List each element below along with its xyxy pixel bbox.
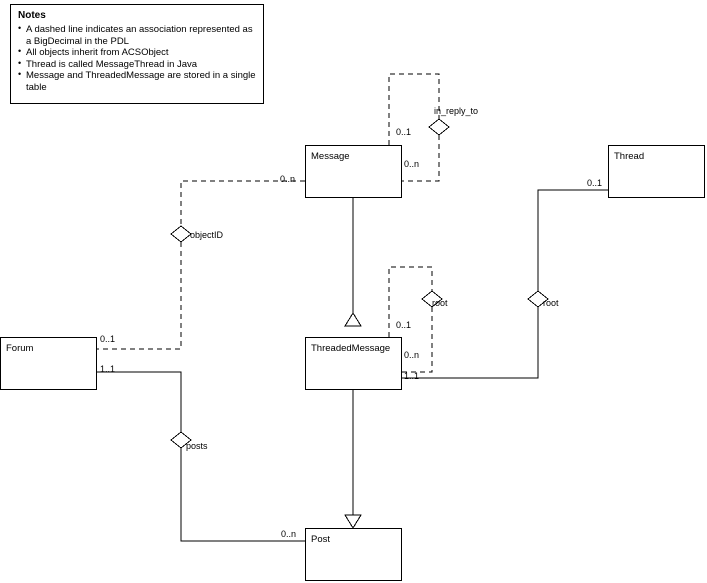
multiplicity-label: 0..1 <box>587 178 603 188</box>
notes-box <box>10 4 264 104</box>
note-item: • Message and ThreadedMessage are stored in a single table <box>18 70 257 93</box>
line-message-objectid-upper <box>181 181 305 226</box>
entity-message[interactable] <box>305 145 402 198</box>
notes-list <box>18 24 257 93</box>
entity-label: Message <box>311 151 350 162</box>
diamond-in-reply-to <box>429 119 449 135</box>
entity-label: Thread <box>614 151 645 162</box>
note-item: • All objects inherit from ACSObject <box>18 47 257 59</box>
multiplicity-label: 1..1 <box>100 364 116 374</box>
entity-label: ThreadedMessage <box>311 343 391 354</box>
line-threadedmessage-thread-lower <box>402 307 538 378</box>
entity-thread[interactable] <box>608 145 705 198</box>
entity-label: Post <box>311 534 331 545</box>
multiplicity-label: 0..1 <box>396 320 412 330</box>
association-label-in-reply-to: in_reply_to <box>434 106 479 116</box>
inheritance-triangle-post <box>345 515 361 528</box>
entity-threadedmessage[interactable] <box>305 337 402 390</box>
multiplicity-label: 0..n <box>404 350 420 360</box>
multiplicity-label: 0..1 <box>396 127 412 137</box>
note-item: • A dashed line indicates an association represented as a BigDecimal in the PDL <box>18 24 257 47</box>
diamond-objectid <box>171 226 191 242</box>
multiplicity-label: 0..n <box>280 174 296 184</box>
association-label-objectid: objectID <box>190 230 224 240</box>
line-message-inreplyto-lower <box>402 135 439 181</box>
line-forum-posts-upper <box>97 372 181 432</box>
multiplicity-label: 0..n <box>404 159 420 169</box>
association-label-root-threadedmessage: root <box>432 298 448 308</box>
entity-label: Forum <box>6 343 34 354</box>
multiplicity-label: 1..1 <box>404 371 420 381</box>
association-label-root-thread: root <box>543 298 559 308</box>
line-root-thread <box>538 190 608 291</box>
line-threadedmessage-root-lower <box>402 307 432 372</box>
entity-post[interactable] <box>305 528 402 581</box>
multiplicity-label: 0..1 <box>100 334 116 344</box>
note-item: • Thread is called MessageThread in Java <box>18 59 257 71</box>
multiplicity-label: 0..n <box>281 529 297 539</box>
notes-title: Notes <box>18 10 46 21</box>
line-objectid-forum <box>97 242 181 349</box>
line-posts-post <box>181 448 305 541</box>
entity-forum[interactable] <box>0 337 97 390</box>
association-label-posts: posts <box>186 441 208 451</box>
inheritance-triangle-threadedmessage <box>345 313 361 326</box>
